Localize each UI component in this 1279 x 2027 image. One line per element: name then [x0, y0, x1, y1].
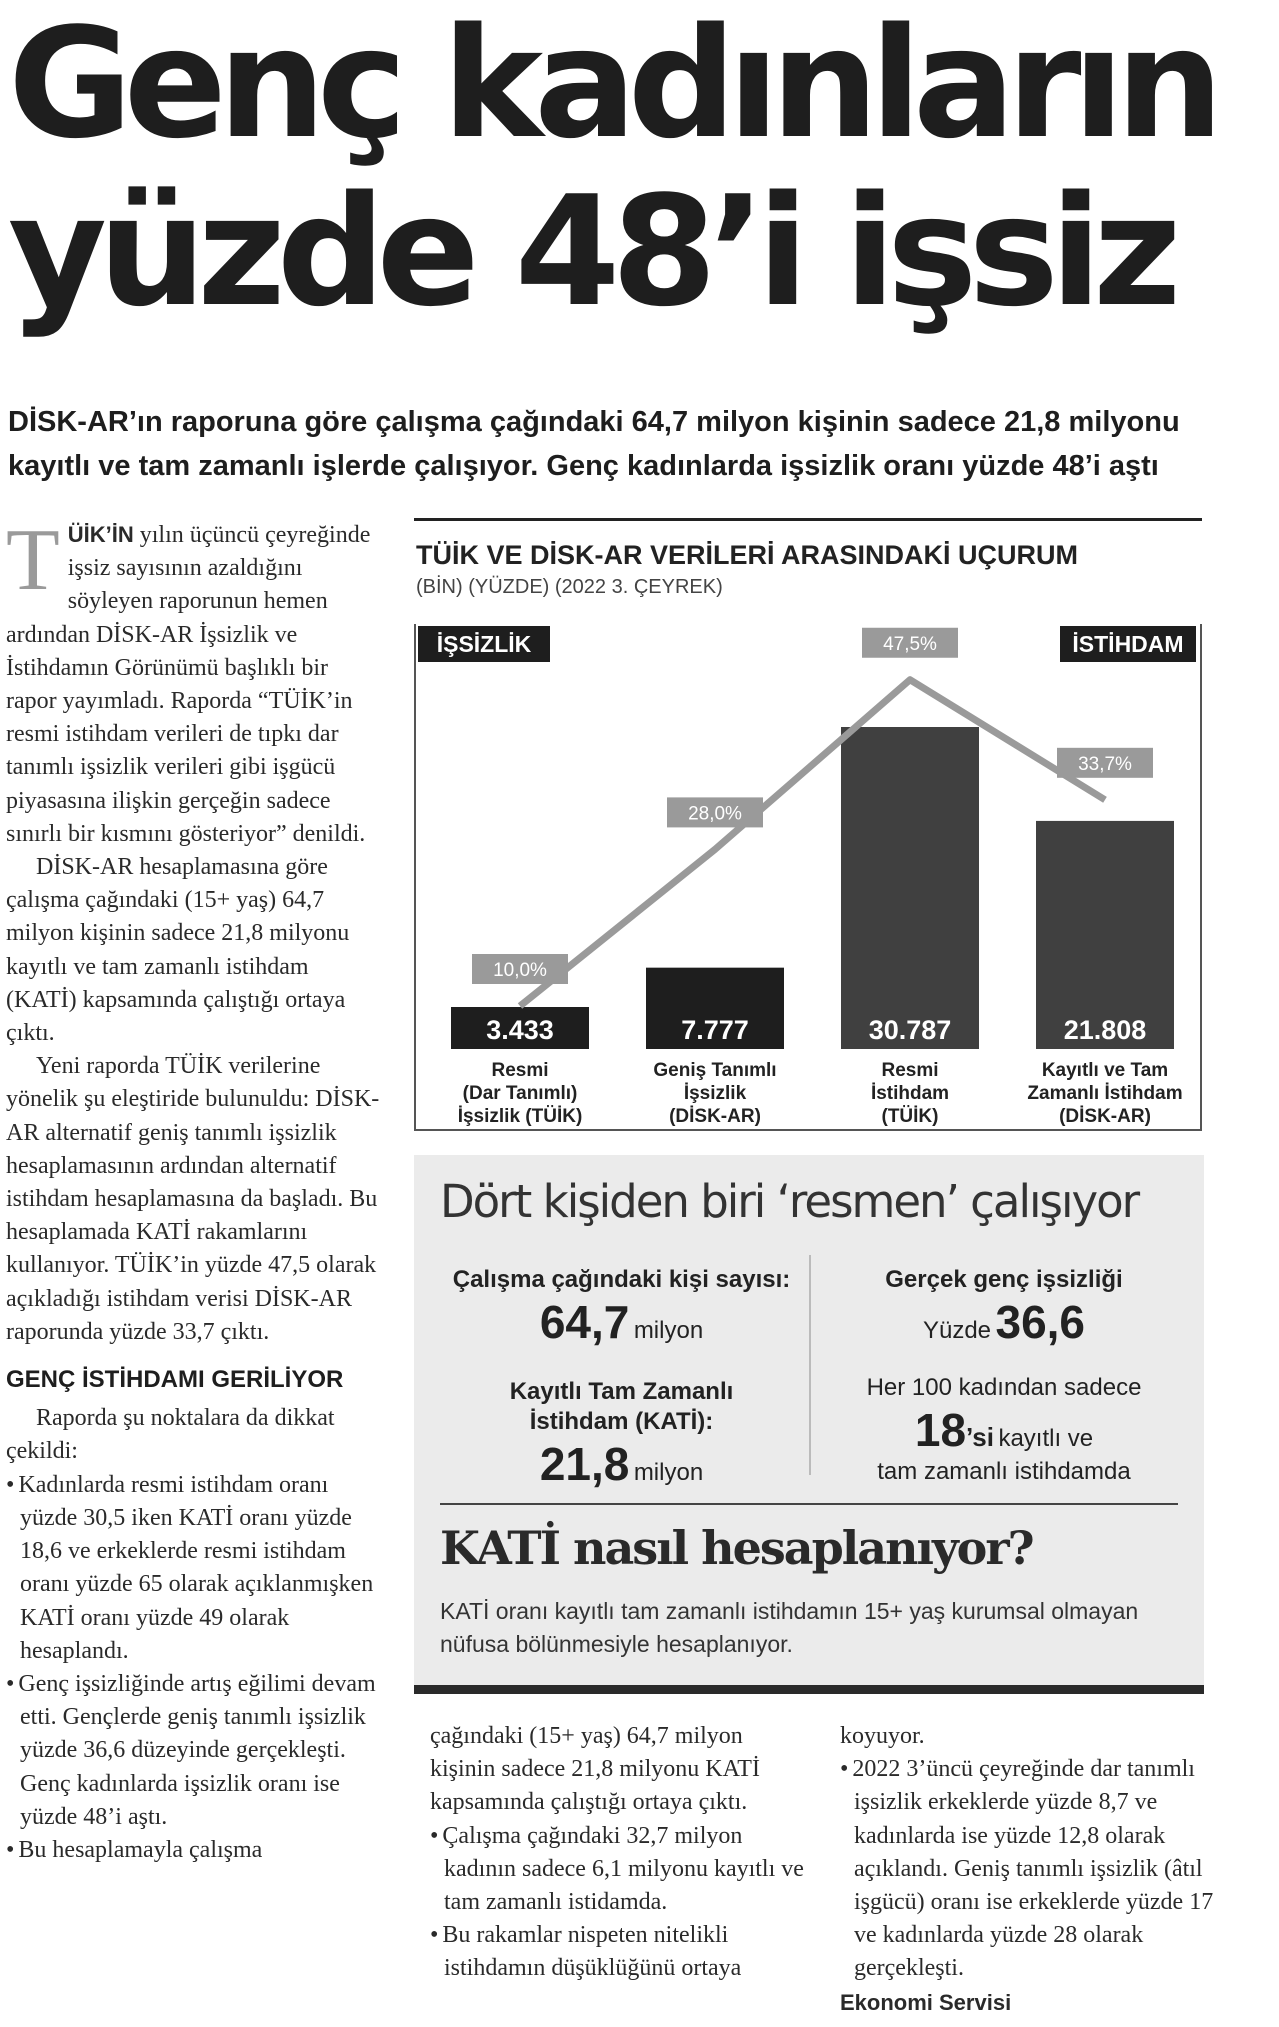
stat-women-line-3: tam zamanlı istihdamda [877, 1458, 1131, 1485]
bar-value-label-3: 30.787 [868, 1015, 952, 1045]
kati-title: KATİ nasıl hesaplanıyor? [440, 1521, 1033, 1575]
bar-value-label-1: 3.433 [486, 1015, 554, 1045]
headline [8, 0, 1268, 340]
rate-label-4: 33,7% [1078, 753, 1132, 775]
stat-working-age-unit: milyon [633, 1317, 704, 1344]
rate-line [520, 680, 1105, 1006]
category-label-4-line-3: (DİSK-AR) [1059, 1106, 1151, 1127]
stat-working-age [434, 1265, 809, 1349]
byline: Ekonomi Servisi [840, 1989, 1012, 2015]
bullet-2: • Genç işsizliğinde artış eğilimi devam etti. Gençlerde geniş tanımlı işsizlik yüzde 36,6 düzeyinde gerçekleşti. Genç kadınlarda işsizlik oranı ise yüzde 48’i aştı. [6, 1668, 381, 1834]
category-label-3-line-2: İstihdam [870, 1083, 950, 1104]
article-column-right [840, 1720, 1215, 2019]
paragraph-2: DİSK-AR hesaplamasına göre çalışma çağındaki (15+ yaş) 64,7 milyon kişinin sadece 21,8 milyonu kayıtlı ve tam zamanlı istihdam (KATİ) kapsamında çalıştığı ortaya çıktı. [6, 854, 350, 1047]
category-label-2-line-2: İşsizlik [683, 1083, 747, 1104]
article-column-left [6, 512, 381, 1867]
stat-women-line-1: Her 100 kadından sadece [866, 1374, 1142, 1401]
category-label-3-line-1: Resmi [881, 1060, 939, 1081]
stat-youth-label: Gerçek genç işsizliği [885, 1266, 1123, 1293]
bullet-6: • 2022 3’üncü çeyreğinde dar tanımlı işsizlik erkeklerde yüzde 8,7 ve kadınlarda ise yüzde 12,8 olarak açıklandı. Geniş tanımlı işsizlik (âtıl işgücü) oranı ise erkeklerde yüzde 17 ve kadınlarda yüzde 28 olarak gerçekleşti. [840, 1753, 1215, 1985]
stat-youth-prefix: Yüzde [922, 1317, 992, 1344]
stat-women-after: kayıtlı ve [998, 1425, 1094, 1452]
vertical-divider [809, 1255, 811, 1475]
category-label-4-line-2: Zamanlı İstihdam [1027, 1083, 1183, 1104]
stat-kati-unit: milyon [633, 1459, 704, 1486]
category-label-1-line-2: (Dar Tanımlı) [462, 1083, 578, 1104]
stat-kati-value: 21,8 [539, 1438, 630, 1490]
section-title: GENÇ İSTİHDAMI GERİLİYOR [6, 1366, 344, 1394]
chart-svg [414, 624, 1202, 1134]
stat-women-suffix: ’si [966, 1422, 994, 1452]
info-box [414, 1155, 1204, 1694]
paragraph-3: Yeni raporda TÜİK verilerine yönelik şu eleştiride bulunuldu: DİSK-AR alternatif geniş tanımlı işsizlik hesaplamasının ardından alternatif istihdam hesaplamasına da başladı. Bu hesaplamada KATİ rakamlarını kullanıyor. TÜİK’in yüzde 47,5 olarak açıkladığı istihdam verisi DİSK-AR raporunda yüzde 33,7 çıktı. [6, 1053, 380, 1345]
bar-3 [841, 727, 979, 1049]
rate-label-3: 47,5% [883, 633, 937, 655]
rate-label-2: 28,0% [688, 803, 742, 825]
stat-women-employment [814, 1373, 1194, 1487]
category-label-3-line-3: (TÜİK) [881, 1106, 939, 1127]
headline-line-2: yüzde 48’i işsiz [8, 163, 1173, 340]
rate-label-1: 10,0% [493, 960, 547, 981]
stat-kati-label-1: Kayıtlı Tam Zamanlı [509, 1378, 734, 1405]
kati-text: KATİ oranı kayıtlı tam zamanlı istihdamın 15+ yaş kurumsal olmayan nüfusa bölünmesiyle hesaplanıyor. [440, 1598, 1139, 1657]
category-label-2-line-3: (DİSK-AR) [669, 1106, 761, 1127]
paragraph-continued-2: koyuyor. [840, 1723, 925, 1749]
stat-working-age-value: 64,7 [539, 1296, 630, 1348]
category-label-1-line-3: İşsizlik (TÜİK) [457, 1106, 583, 1127]
bar-value-label-4: 21.808 [1063, 1015, 1147, 1045]
bullet-4: • Çalışma çağındaki 32,7 milyon kadının sadece 6,1 milyonu kayıtlı ve tam zamanlı istidamda. [430, 1820, 805, 1920]
stat-kati [434, 1377, 809, 1491]
chart-title: TÜİK VE DİSK-AR VERİLERİ ARASINDAKİ UÇURUM [416, 540, 1079, 570]
stat-youth-unemployment [814, 1265, 1194, 1349]
paragraph-continued: çağındaki (15+ yaş) 64,7 milyon kişinin sadece 21,8 milyonu KATİ kapsamında çalıştığı ortaya çıktı. [430, 1723, 760, 1816]
chart-top-rule [414, 518, 1202, 521]
chart-panel [414, 518, 1202, 1133]
dropcap: T [6, 512, 60, 609]
lead-paragraph [6, 512, 381, 851]
info-box-title: Dört kişiden biri ‘resmen’ çalışıyor [440, 1175, 1139, 1228]
stat-kati-label-2: İstihdam (KATİ): [529, 1408, 714, 1435]
category-label-1-line-1: Resmi [491, 1060, 549, 1081]
headline-line-1: Genç kadınların [8, 0, 1215, 172]
category-label-2-line-1: Geniş Tanımlı [653, 1060, 777, 1081]
category-label-4-line-1: Kayıtlı ve Tam [1041, 1060, 1169, 1081]
bullet-3: • Bu hesaplamayla çalışma [6, 1834, 381, 1867]
bullet-5: • Bu rakamlar nispeten nitelikli istihdamın düşüklüğünü ortaya [430, 1919, 805, 1985]
horizontal-divider [440, 1503, 1178, 1505]
bar-value-label-2: 7.777 [681, 1015, 749, 1045]
article-column-middle [430, 1720, 805, 1986]
bullet-1: • Kadınlarda resmi istihdam oranı yüzde 30,5 iken KATİ oranı yüzde 18,6 ve erkeklerde resmi istihdam oranı yüzde 65 olarak açıklanmışken KATİ oranı yüzde 49 olarak hesaplandı. [6, 1469, 381, 1668]
chart-subtitle: (BİN) (YÜZDE) (2022 3. ÇEYREK) [416, 576, 723, 598]
paragraph-1: yılın üçüncü çeyreğinde işsiz sayısının azaldığını söyleyen raporunun hemen ardından DİSK-AR İşsizlik ve İstihdamın Görünümü başlıklı bir rapor yayımladı. Raporda “TÜİK’in resmi istihdam verileri de tıpkı dar tanımlı işsizlik verileri gibi işgücü piyasasına ilişkin gerçeğin sadece sınırlı bir kısmını gösteriyor” denildi. [6, 522, 371, 847]
lead-strong: ÜİK’İN [67, 522, 134, 547]
stat-working-age-label: Çalışma çağındaki kişi sayısı: [452, 1266, 791, 1293]
group-label-employment: İSTİHDAM [1072, 631, 1184, 657]
stat-youth-value: 36,6 [995, 1296, 1086, 1348]
paragraph-4: Raporda şu noktalara da dikkat çekildi: [6, 1405, 335, 1465]
stat-women-value: 18 [914, 1404, 967, 1456]
subhead: DİSK-AR’ın raporuna göre çalışma çağındaki 64,7 milyon kişinin sadece 21,8 milyonu kayıtlı ve tam zamanlı işlerde çalışıyor. Genç kadınlarda işsizlik oranı yüzde 48’i aştı [8, 406, 1180, 482]
group-label-unemployment: İŞSİZLİK [436, 631, 532, 657]
